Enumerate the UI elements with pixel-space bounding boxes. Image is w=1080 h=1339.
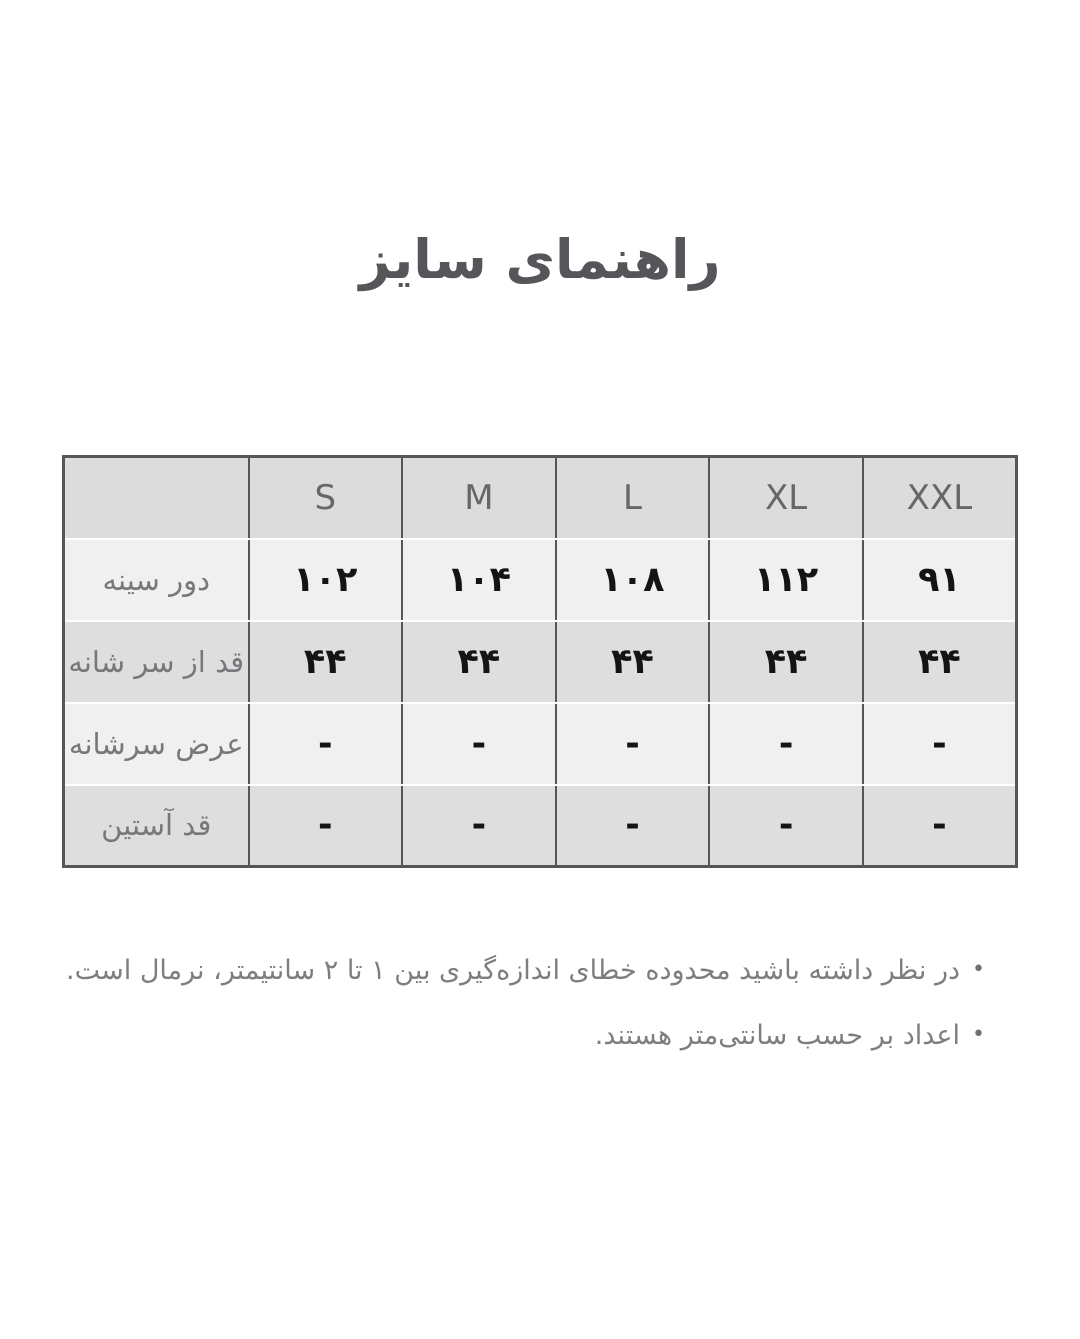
measurement-value: ۴۴ bbox=[556, 621, 710, 703]
table-row-shoulder-width bbox=[64, 703, 1017, 785]
size-column-header-s: S bbox=[249, 457, 403, 539]
size-table bbox=[62, 455, 1018, 868]
table-row-sleeve-length bbox=[64, 785, 1017, 867]
measurement-value: ۹۱ bbox=[863, 539, 1017, 621]
measurement-value: - bbox=[863, 703, 1017, 785]
note-text: در نظر داشته باشید محدوده خطای اندازه‌گیری بین ۱ تا ۲ سانتیمتر، نرمال است. bbox=[66, 955, 961, 986]
measurement-value: ۱۱۲ bbox=[709, 539, 863, 621]
measurement-value: - bbox=[863, 785, 1017, 867]
note-text: اعداد بر حسب سانتی‌متر هستند. bbox=[594, 1020, 961, 1051]
size-column-header-xl: XL bbox=[709, 457, 863, 539]
note-item bbox=[66, 952, 985, 989]
note-item bbox=[66, 1017, 985, 1054]
table-row-chest bbox=[64, 539, 1017, 621]
measurement-value: ۴۴ bbox=[402, 621, 556, 703]
table-row-length-from-shoulder bbox=[64, 621, 1017, 703]
measurement-value: - bbox=[402, 785, 556, 867]
size-column-header-xxl: XXL bbox=[863, 457, 1017, 539]
measurement-value: ۱۰۲ bbox=[249, 539, 403, 621]
measurement-label: دور سینه bbox=[64, 539, 249, 621]
measurement-value: - bbox=[249, 703, 403, 785]
page-title: راهنمای سایز bbox=[359, 228, 721, 291]
measurement-value: ۴۴ bbox=[863, 621, 1017, 703]
measurement-value: - bbox=[709, 703, 863, 785]
measurement-value: ۴۴ bbox=[709, 621, 863, 703]
size-column-header-l: L bbox=[556, 457, 710, 539]
measurement-label: قد آستین bbox=[64, 785, 249, 867]
footnotes bbox=[66, 952, 985, 1082]
measurement-label: قد از سر شانه bbox=[64, 621, 249, 703]
size-column-header-m: M bbox=[402, 457, 556, 539]
measurement-value: - bbox=[556, 785, 710, 867]
size-table-header-row bbox=[64, 457, 1017, 539]
measurement-value: ۱۰۸ bbox=[556, 539, 710, 621]
measurement-value: ۴۴ bbox=[249, 621, 403, 703]
measurement-value: - bbox=[709, 785, 863, 867]
measurement-label: عرض سرشانه bbox=[64, 703, 249, 785]
measurement-value: - bbox=[402, 703, 556, 785]
measurement-value: - bbox=[249, 785, 403, 867]
bullet-icon: • bbox=[972, 1022, 985, 1047]
measurement-value: ۱۰۴ bbox=[402, 539, 556, 621]
measurement-value: - bbox=[556, 703, 710, 785]
bullet-icon: • bbox=[972, 957, 985, 982]
corner-cell bbox=[64, 457, 249, 539]
